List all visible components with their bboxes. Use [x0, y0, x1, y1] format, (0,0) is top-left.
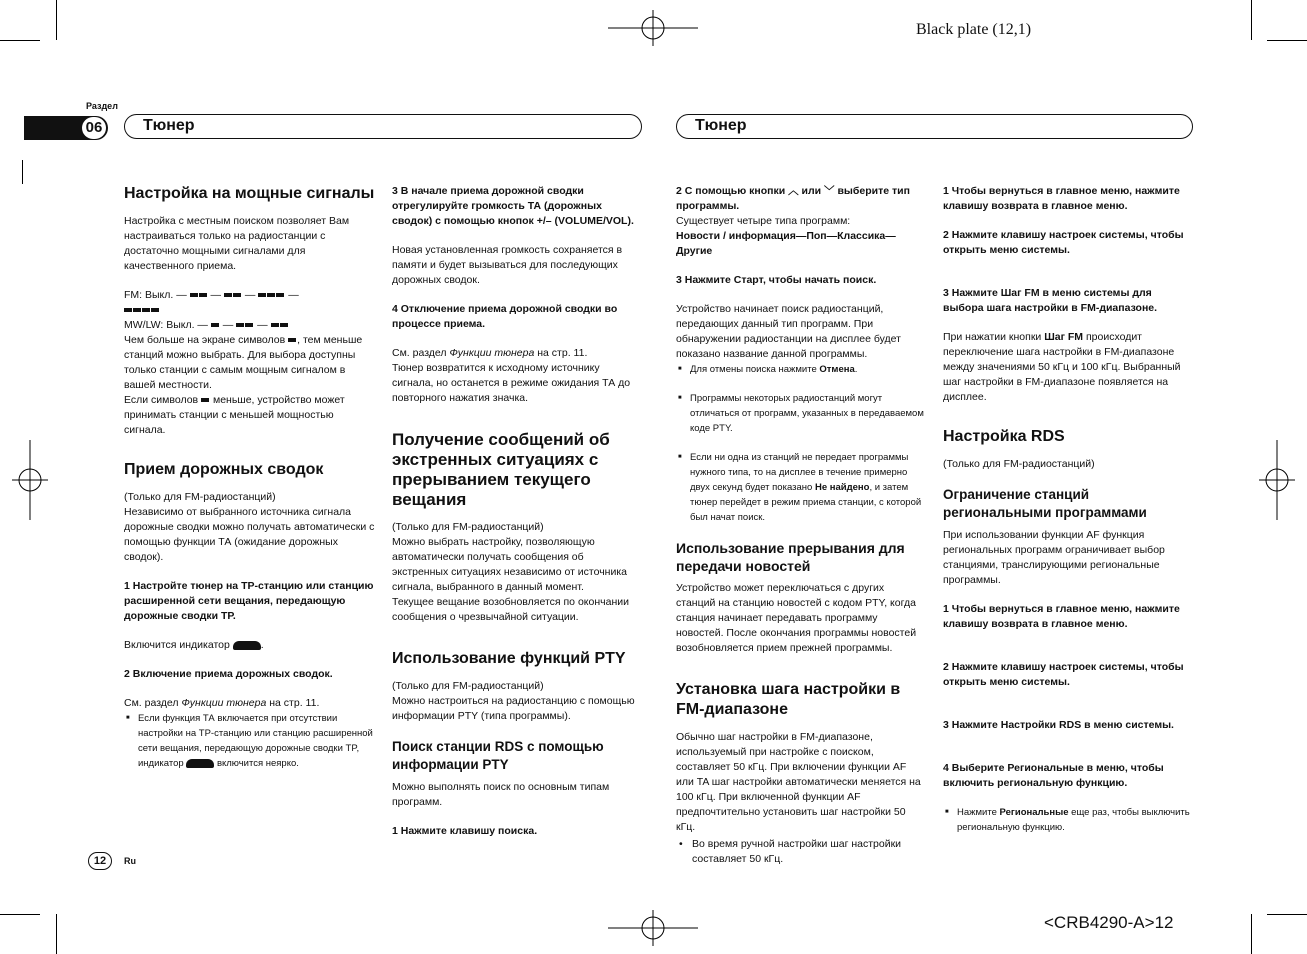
header-title: Тюнер: [143, 117, 195, 134]
crop-mark: [1251, 0, 1252, 40]
column-3: [676, 184, 926, 881]
step: 3 Нажмите Шаг FM в меню системы для выбора шага настройки в FM-диапазоне.: [943, 287, 1158, 314]
step: 2 Включение приема дорожных сводок.: [124, 668, 333, 680]
bullet-note: ■ Программы некоторых радиостанций могут отличаться от программ, указанных в передаваемом коде PTY.: [676, 391, 926, 436]
paragraph: См. раздел Функции тюнера на стр. 11.: [124, 697, 320, 709]
page-number: 12: [88, 852, 112, 870]
paragraph: Можно выполнять поиск по основным типам программ.: [392, 781, 610, 808]
subheading: Использование прерывания для передачи новостей: [676, 540, 905, 574]
paragraph: Текущее вещание возобновляется по окончании сообщения о чрезвычайной ситуации.: [392, 596, 629, 623]
step: 1 Настройте тюнер на TP-станцию или станцию расширенной сети вещания, передающую дорожные сводки ТР.: [124, 580, 374, 622]
signal-bar-icon: [288, 338, 296, 342]
language-label: Ru: [124, 856, 136, 866]
crop-mark: [22, 160, 23, 184]
down-arrow-icon: ﹀: [824, 185, 835, 197]
paragraph: Новости / информация—Поп—Классика—Другие: [676, 230, 896, 257]
paragraph: Если символов меньше, устройство может принимать станции с меньшей мощностью сигнала.: [124, 394, 345, 436]
bullet-note: • Во время ручной настройки шаг настройки составляет 50 кГц.: [676, 837, 926, 867]
step: 2 Нажмите клавишу настроек системы, чтобы открыть меню системы.: [943, 661, 1184, 688]
car-indicator-icon: [233, 641, 261, 650]
fm-setting-line: FM: Выкл. — — — —: [124, 288, 376, 318]
paragraph: (Только для FM-радиостанций): [392, 521, 544, 533]
step: 3 Нажмите Настройки RDS в меню системы.: [943, 719, 1174, 731]
up-arrow-icon: ︿: [788, 185, 799, 197]
paragraph: Устройство может переключаться с других станций на станцию новостей с кодом PTY, когда станция начинает передавать программу новостей. После окончания программы новостей возобновляется прием прежней программы.: [676, 582, 917, 654]
paragraph: Можно выбрать настройку, позволяющую автоматически получать сообщения об экстренных ситуациях независимо от источника сигнала, выбранного в данный момент.: [392, 536, 628, 593]
car-indicator-icon: [186, 759, 214, 768]
crop-mark: [0, 40, 40, 41]
paragraph: При использовании функции AF функция региональных программ ограничивает выбор станциями, транслирующими региональные программы.: [943, 529, 1165, 586]
paragraph: Настройка с местным поиском позволяет Вам настраиваться только на радиостанции с достаточно мощными сигналами для качественного приема.: [124, 215, 350, 272]
paragraph: Новая установленная громкость сохраняется в памяти и будет вызываться для последующих дорожных сводок.: [392, 244, 623, 286]
paragraph: Обычно шаг настройки в FM-диапазоне, используемый при настройке с поиском, составляет 50 кГц. При включении функции AF или TA шаг настройки автоматически меняется на 100 кГц. При включенной функции AF предпочтительно установить шаг настройки 50 кГц.: [676, 731, 921, 833]
registration-target-icon: [12, 440, 48, 520]
step: 4 Выберите Региональные в меню, чтобы включить региональную функцию.: [943, 762, 1164, 789]
document-code: <CRB4290-A>12: [1044, 913, 1174, 932]
crop-mark: [1251, 914, 1252, 954]
bullet-note: ■ Если функция ТА включается при отсутствии настройки на TP-станцию или станцию расширенной сети вещания, передающую дорожные сводки TP, индикатор включится неярко.: [124, 711, 376, 771]
crop-mark: [1267, 914, 1307, 915]
heading: Прием дорожных сводок: [124, 461, 324, 478]
paragraph: Тюнер возвратится к исходному источнику сигнала, но останется в режиме ожидания ТА до повторного нажатия значка.: [392, 362, 631, 404]
crop-mark: [1267, 40, 1307, 41]
mw-setting-line: MW/LW: Выкл. — — —: [124, 318, 376, 333]
step: 2 Нажмите клавишу настроек системы, чтобы открыть меню системы.: [943, 229, 1184, 256]
paragraph: Можно настроиться на радиостанцию с помощью информации PTY (типа программы).: [392, 695, 635, 722]
registration-target-icon: [1259, 440, 1295, 520]
heading: Настройка на мощные сигналы: [124, 185, 375, 202]
crop-mark: [0, 914, 40, 915]
header-bar-right: [676, 114, 1193, 139]
heading: Использование функций PTY: [392, 650, 626, 667]
step: 1 Нажмите клавишу поиска.: [392, 825, 538, 837]
section-label: Раздел: [86, 101, 118, 111]
bullet-note: ■ Для отмены поиска нажмите Отмена.: [676, 362, 926, 377]
header-title: Тюнер: [695, 117, 747, 134]
heading: Установка шага настройки в FM-диапазоне: [676, 681, 901, 718]
paragraph: Устройство начинает поиск радиостанций, передающих данный тип программ. При обнаружении радиостанции на дисплее будет показано название данной программы.: [676, 303, 901, 360]
paragraph: Независимо от выбранного источника сигнала дорожные сводки можно получать автоматически с помощью функции ТА (ожидание дорожных сводок).: [124, 506, 375, 563]
registration-target-icon: [608, 10, 698, 46]
paragraph: Чем больше на экране символов , тем меньше станций можно выбрать. Для выбора доступны только станции с самым мощным сигналом в вашей местности.: [124, 334, 363, 391]
heading: Получение сообщений об экстренных ситуациях с прерыванием текущего вещания: [392, 430, 610, 509]
plate-label: Black plate (12,1): [916, 21, 1032, 38]
paragraph: (Только для FM-радиостанций): [392, 680, 544, 692]
crop-mark: [56, 0, 57, 40]
step: 2 С помощью кнопки ︿ или ﹀ выберите тип программы.: [676, 185, 910, 212]
step: 3 В начале приема дорожной сводки отрегулируйте громкость ТА (дорожных сводок) с помощью кнопок +/– (VOLUME/VOL).: [392, 185, 634, 227]
paragraph: (Только для FM-радиостанций): [124, 491, 276, 503]
column-4: [943, 184, 1193, 849]
paragraph: Включится индикатор .: [124, 639, 264, 651]
signal-bar-icon: [201, 398, 209, 402]
heading: Настройка RDS: [943, 428, 1065, 445]
column-2: [392, 184, 642, 853]
bullet-note: ■ Если ни одна из станций не передает программы нужного типа, то на дисплее в течение примерно двух секунд будет показано Не найдено, и затем тюнер перейдет в режим приема станции, с которой был начат поиск.: [676, 450, 926, 525]
step: 3 Нажмите Старт, чтобы начать поиск.: [676, 274, 877, 286]
paragraph: (Только для FM-радиостанций): [943, 458, 1095, 470]
step: 1 Чтобы вернуться в главное меню, нажмите клавишу возврата в главное меню.: [943, 185, 1180, 212]
crop-mark: [56, 914, 57, 954]
subheading: Ограничение станций региональными программами: [943, 487, 1147, 520]
paragraph: См. раздел Функции тюнера на стр. 11.: [392, 347, 588, 359]
registration-target-icon: [608, 910, 698, 946]
column-1: [124, 184, 376, 785]
paragraph: При нажатии кнопки Шаг FM происходит переключение шага настройки в FM-диапазоне между значениями 50 кГц и 100 кГц. Выбранный шаг настройки в FM-диапазоне появляется на дисплее.: [943, 331, 1181, 403]
step: 1 Чтобы вернуться в главное меню, нажмите клавишу возврата в главное меню.: [943, 603, 1180, 630]
bullet-note: ■ Нажмите Региональные еще раз, чтобы выключить региональную функцию.: [943, 805, 1193, 835]
header-bar-left: [124, 114, 642, 139]
subheading: Поиск станции RDS с помощью информации PTY: [392, 739, 604, 772]
section-number: 06: [82, 117, 106, 139]
paragraph: Существует четыре типа программ:: [676, 215, 851, 227]
step: 4 Отключение приема дорожной сводки во процессе приема.: [392, 303, 618, 330]
